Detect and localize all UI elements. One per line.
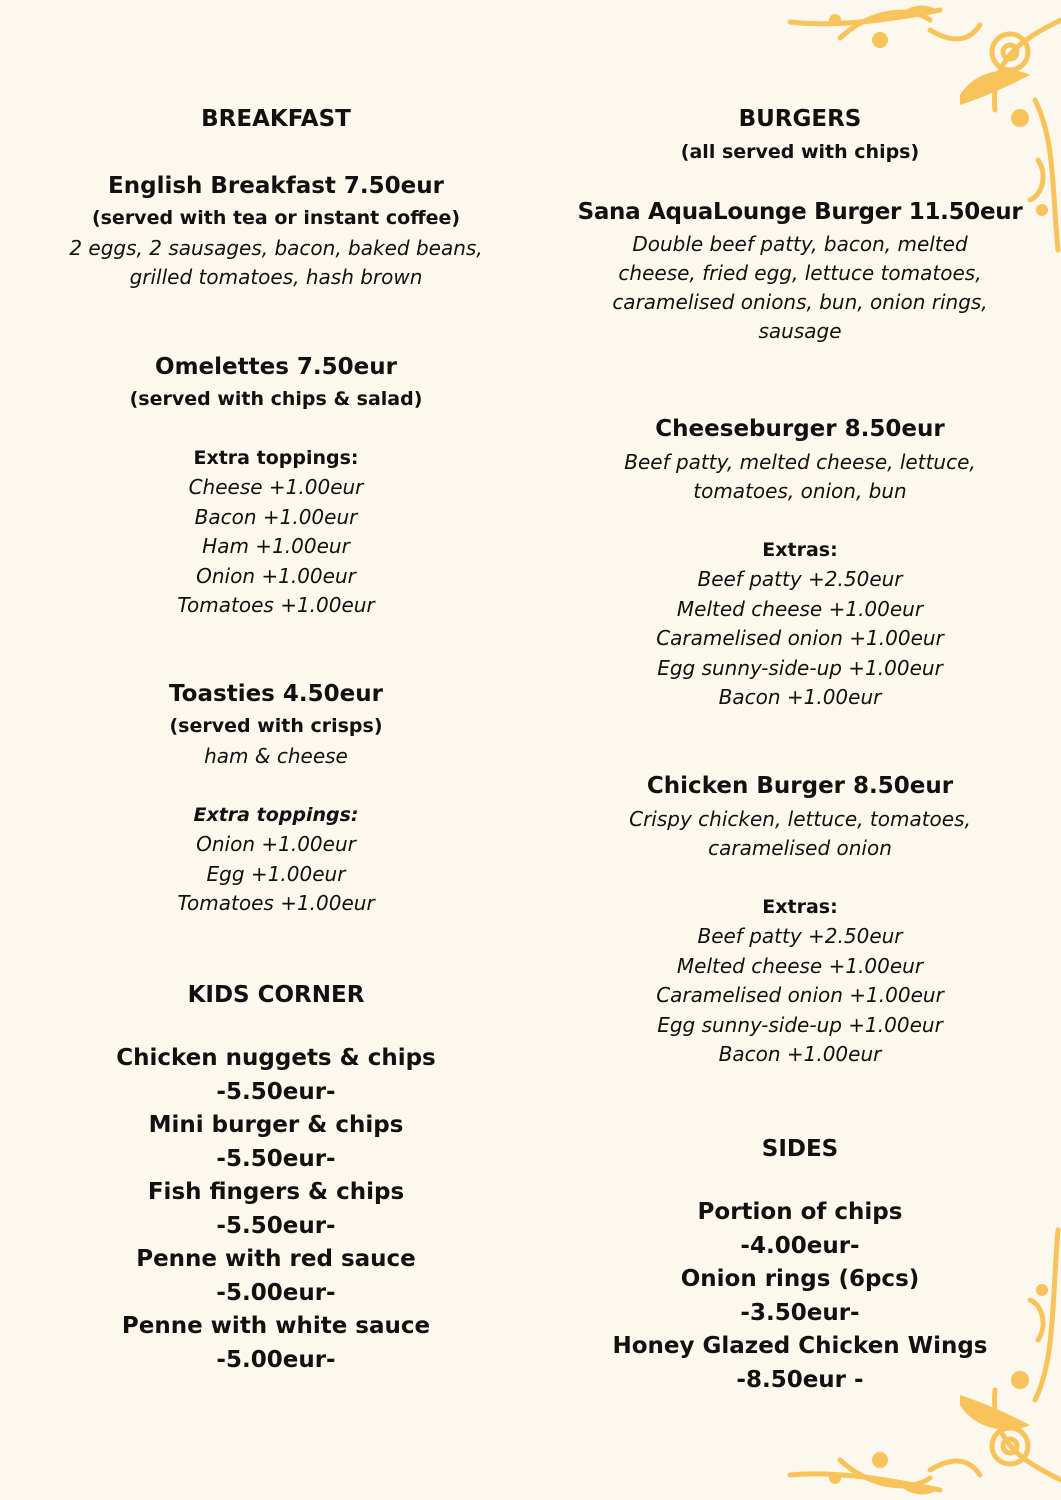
extra-item: Onion +1.00eur bbox=[196, 832, 356, 856]
desc-line: tomatoes, onion, bun bbox=[693, 479, 907, 503]
toasties-desc: ham & cheese bbox=[204, 744, 348, 768]
extra-item: Onion +1.00eur bbox=[196, 563, 356, 588]
kids-item: Chicken nuggets & chips bbox=[116, 1045, 436, 1071]
extra-item: Ham +1.00eur bbox=[202, 534, 350, 558]
chicken-burger-title: Chicken Burger 8.50eur bbox=[646, 773, 954, 799]
toasties-extras-label: Extra toppings: bbox=[193, 804, 359, 826]
extra-item: Egg sunny-side-up +1.00eur bbox=[657, 655, 943, 680]
desc-line: Beef patty, melted cheese, lettuce, bbox=[624, 450, 976, 474]
cheeseburger-extras-label: Extras: bbox=[762, 539, 838, 561]
chicken-burger-desc bbox=[548, 805, 1052, 863]
sides-list bbox=[548, 1196, 1052, 1397]
desc-line: caramelised onion bbox=[708, 836, 892, 860]
burgers-heading: BURGERS bbox=[738, 106, 862, 132]
desc-line: Double beef patty, bacon, melted bbox=[632, 232, 968, 256]
desc-line: cheese, fried egg, lettuce tomatoes, bbox=[618, 261, 982, 285]
kids-corner-list bbox=[24, 1042, 528, 1377]
side-price: -3.50eur- bbox=[740, 1299, 860, 1326]
kids-price: -5.50eur- bbox=[216, 1212, 336, 1239]
side-item: Onion rings (6pcs) bbox=[680, 1266, 920, 1292]
cheeseburger-extras-list bbox=[548, 565, 1052, 713]
extra-item: Bacon +1.00eur bbox=[194, 504, 358, 529]
sana-burger-desc bbox=[548, 230, 1052, 346]
chicken-burger-extras-list bbox=[548, 922, 1052, 1070]
extra-item: Egg +1.00eur bbox=[206, 861, 346, 886]
desc-line: sausage bbox=[758, 319, 842, 343]
english-breakfast-title: English Breakfast 7.50eur bbox=[108, 173, 444, 199]
kids-item: Penne with red sauce bbox=[136, 1246, 416, 1272]
extra-item: Caramelised onion +1.00eur bbox=[656, 626, 944, 650]
toasties-extras-list bbox=[24, 830, 528, 919]
omelettes-note: (served with chips & salad) bbox=[129, 388, 423, 410]
kids-corner-heading: KIDS CORNER bbox=[187, 982, 365, 1008]
kids-price: -5.00eur- bbox=[216, 1346, 336, 1373]
extra-item: Tomatoes +1.00eur bbox=[177, 593, 375, 617]
toasties-note: (served with crisps) bbox=[169, 715, 383, 737]
omelettes-title: Omelettes 7.50eur bbox=[155, 354, 397, 380]
extra-item: Caramelised onion +1.00eur bbox=[656, 983, 944, 1007]
desc-line: Crispy chicken, lettuce, tomatoes, bbox=[629, 807, 971, 831]
kids-price: -5.50eur- bbox=[216, 1145, 336, 1172]
desc-line: caramelised onions, bun, onion rings, bbox=[612, 290, 988, 314]
kids-item: Fish fingers & chips bbox=[147, 1179, 405, 1205]
extra-item: Tomatoes +1.00eur bbox=[177, 891, 375, 915]
toasties-title: Toasties 4.50eur bbox=[169, 681, 383, 707]
breakfast-heading: BREAKFAST bbox=[201, 106, 351, 132]
chicken-burger-extras-label: Extras: bbox=[762, 896, 838, 918]
kids-item: Penne with white sauce bbox=[121, 1313, 431, 1339]
side-price: -8.50eur - bbox=[736, 1366, 864, 1393]
side-price: -4.00eur- bbox=[740, 1232, 860, 1259]
extra-item: Melted cheese +1.00eur bbox=[676, 953, 924, 978]
english-breakfast-note: (served with tea or instant coffee) bbox=[91, 207, 461, 229]
side-item: Portion of chips bbox=[697, 1199, 903, 1225]
sana-burger-title: Sana AquaLounge Burger 11.50eur bbox=[577, 199, 1023, 225]
extra-item: Egg sunny-side-up +1.00eur bbox=[657, 1012, 943, 1037]
english-breakfast-desc-1: 2 eggs, 2 sausages, bacon, baked beans, bbox=[69, 236, 483, 260]
extra-item: Bacon +1.00eur bbox=[718, 1042, 882, 1066]
kids-price: -5.50eur- bbox=[216, 1078, 336, 1105]
extra-item: Beef patty +2.50eur bbox=[697, 567, 903, 591]
side-item: Honey Glazed Chicken Wings bbox=[612, 1333, 988, 1359]
cheeseburger-desc bbox=[548, 448, 1052, 506]
omelettes-extras-list bbox=[24, 473, 528, 621]
extra-item: Beef patty +2.50eur bbox=[697, 924, 903, 948]
english-breakfast-desc-2: grilled tomatoes, hash brown bbox=[129, 265, 423, 289]
kids-price: -5.00eur- bbox=[216, 1279, 336, 1306]
sides-heading: SIDES bbox=[761, 1136, 839, 1162]
extra-item: Bacon +1.00eur bbox=[718, 685, 882, 709]
extra-item: Cheese +1.00eur bbox=[188, 475, 364, 499]
extra-item: Melted cheese +1.00eur bbox=[676, 596, 924, 621]
cheeseburger-title: Cheeseburger 8.50eur bbox=[655, 416, 945, 442]
burgers-note: (all served with chips) bbox=[680, 141, 920, 163]
kids-item: Mini burger & chips bbox=[148, 1112, 404, 1138]
omelettes-extras-label: Extra toppings: bbox=[193, 447, 359, 469]
